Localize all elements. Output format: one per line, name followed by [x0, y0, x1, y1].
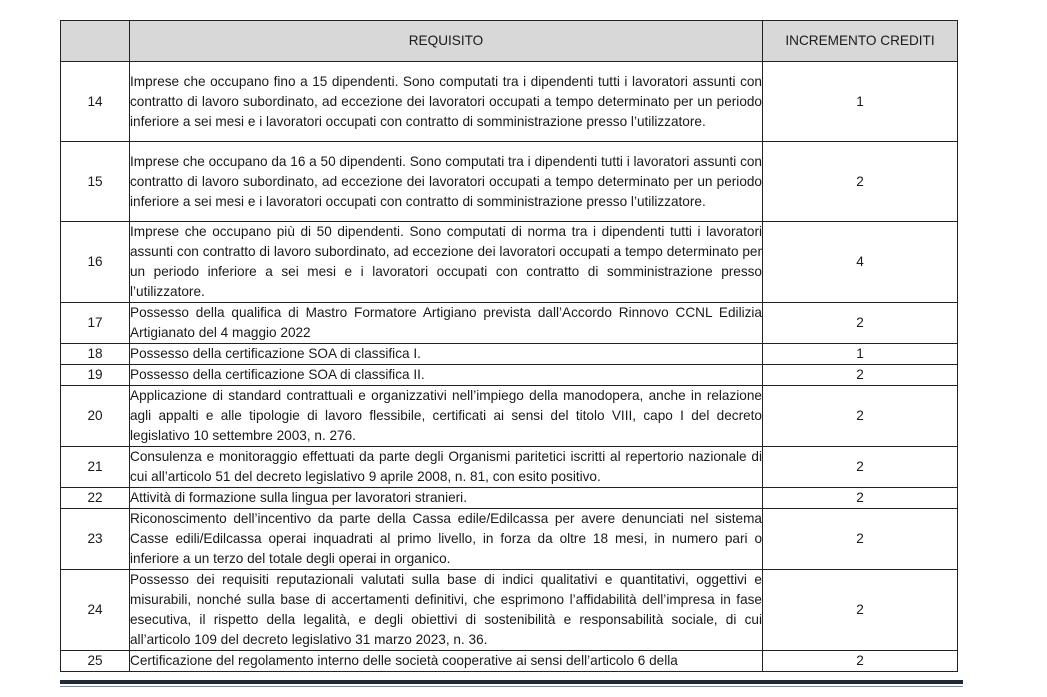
requirements-table — [60, 20, 958, 672]
row-increment: 2 — [763, 386, 958, 447]
table-row — [61, 447, 958, 488]
table-row — [61, 365, 958, 386]
header-requirement: REQUISITO — [130, 21, 763, 62]
table-row — [61, 303, 958, 344]
row-increment: 2 — [763, 447, 958, 488]
table-row — [61, 222, 958, 303]
row-requirement: Attività di formazione sulla lingua per lavoratori stranieri. — [130, 488, 763, 509]
row-requirement: Riconoscimento dell’incentivo da parte della Cassa edile/Edilcassa per avere denunciati nel sistema Casse edili/Edilcassa operai inquadrati al primo livello, in forza da oltre 18 mesi, in numero pari o inferiore a un terzo del totale degli operai in organico. — [130, 509, 763, 570]
row-number: 18 — [61, 344, 130, 365]
table-body — [61, 62, 958, 672]
row-increment: 1 — [763, 62, 958, 142]
row-number: 22 — [61, 488, 130, 509]
row-number: 20 — [61, 386, 130, 447]
row-requirement: Possesso della qualifica di Mastro Formatore Artigiano prevista dall’Accordo Rinnovo CCNL Edilizia Artigianato del 4 maggio 2022 — [130, 303, 763, 344]
row-increment: 2 — [763, 651, 958, 672]
row-number: 24 — [61, 570, 130, 651]
table-row — [61, 62, 958, 142]
row-increment: 2 — [763, 303, 958, 344]
table-row — [61, 509, 958, 570]
row-increment: 2 — [763, 488, 958, 509]
row-requirement: Applicazione di standard contrattuali e organizzativi nell’impiego della manodopera, anche in relazione agli appalti e alle tipologie di lavoro flessibile, certificati ai sensi del titolo VIII, capo I del decreto legislativo 10 settembre 2003, n. 276. — [130, 386, 763, 447]
row-number: 23 — [61, 509, 130, 570]
row-increment: 1 — [763, 344, 958, 365]
row-increment: 2 — [763, 570, 958, 651]
row-requirement: Possesso della certificazione SOA di classifica II. — [130, 365, 763, 386]
row-increment: 2 — [763, 142, 958, 222]
row-number: 17 — [61, 303, 130, 344]
header-number — [61, 21, 130, 62]
row-requirement: Possesso della certificazione SOA di classifica I. — [130, 344, 763, 365]
table-row — [61, 570, 958, 651]
table-row — [61, 386, 958, 447]
row-requirement: Possesso dei requisiti reputazionali valutati sulla base di indici qualitativi e quantitativi, oggettivi e misurabili, nonché sulla base di accertamenti definitivi, che esprimono l’affidabilità dell’impresa in fase esecutiva, il rispetto della legalità, e degli obiettivi di sostenibilità e responsabilità sociale, di cui all’articolo 109 del decreto legislativo 31 marzo 2023, n. 36. — [130, 570, 763, 651]
row-increment: 4 — [763, 222, 958, 303]
row-requirement: Imprese che occupano da 16 a 50 dipendenti. Sono computati tra i dipendenti tutti i lavoratori assunti con contratto di lavoro subordinato, ad eccezione dei lavoratori occupati a tempo determinato per un periodo inferiore a sei mesi e i lavoratori occupati con contratto di somministrazione presso l’utilizzatore. — [130, 142, 763, 222]
row-number: 25 — [61, 651, 130, 672]
table-row — [61, 142, 958, 222]
row-number: 19 — [61, 365, 130, 386]
row-increment: 2 — [763, 509, 958, 570]
row-number: 14 — [61, 62, 130, 142]
row-requirement: Imprese che occupano più di 50 dipendenti. Sono computati di norma tra i dipendenti tutti i lavoratori assunti con contratto di lavoro subordinato, ad eccezione dei lavoratori occupati a tempo determinato per un periodo inferiore a sei mesi e i lavoratori occupati con contratto di somministrazione presso l’utilizzatore. — [130, 222, 763, 303]
header-increment: INCREMENTO CREDITI — [763, 21, 958, 62]
row-requirement: Imprese che occupano fino a 15 dipendenti. Sono computati tra i dipendenti tutti i lavoratori assunti con contratto di lavoro subordinato, ad eccezione dei lavoratori occupati a tempo determinato per un periodo inferiore a sei mesi e i lavoratori occupati con contratto di somministrazione presso l’utilizzatore. — [130, 62, 763, 142]
row-increment: 2 — [763, 365, 958, 386]
row-requirement: Consulenza e monitoraggio effettuati da parte degli Organismi paritetici iscritti al repertorio nazionale di cui all’articolo 51 del decreto legislativo 9 aprile 2008, n. 81, con esito positivo. — [130, 447, 763, 488]
page-bottom-divider-shadow — [60, 686, 963, 687]
header-row — [61, 21, 958, 62]
row-number: 21 — [61, 447, 130, 488]
table-row — [61, 488, 958, 509]
row-requirement: Certificazione del regolamento interno delle società cooperative ai sensi dell’articolo 6 della — [130, 651, 763, 672]
row-number: 15 — [61, 142, 130, 222]
table-row — [61, 651, 958, 672]
row-number: 16 — [61, 222, 130, 303]
page-bottom-divider — [60, 680, 963, 684]
table-header — [61, 21, 958, 62]
table-row — [61, 344, 958, 365]
